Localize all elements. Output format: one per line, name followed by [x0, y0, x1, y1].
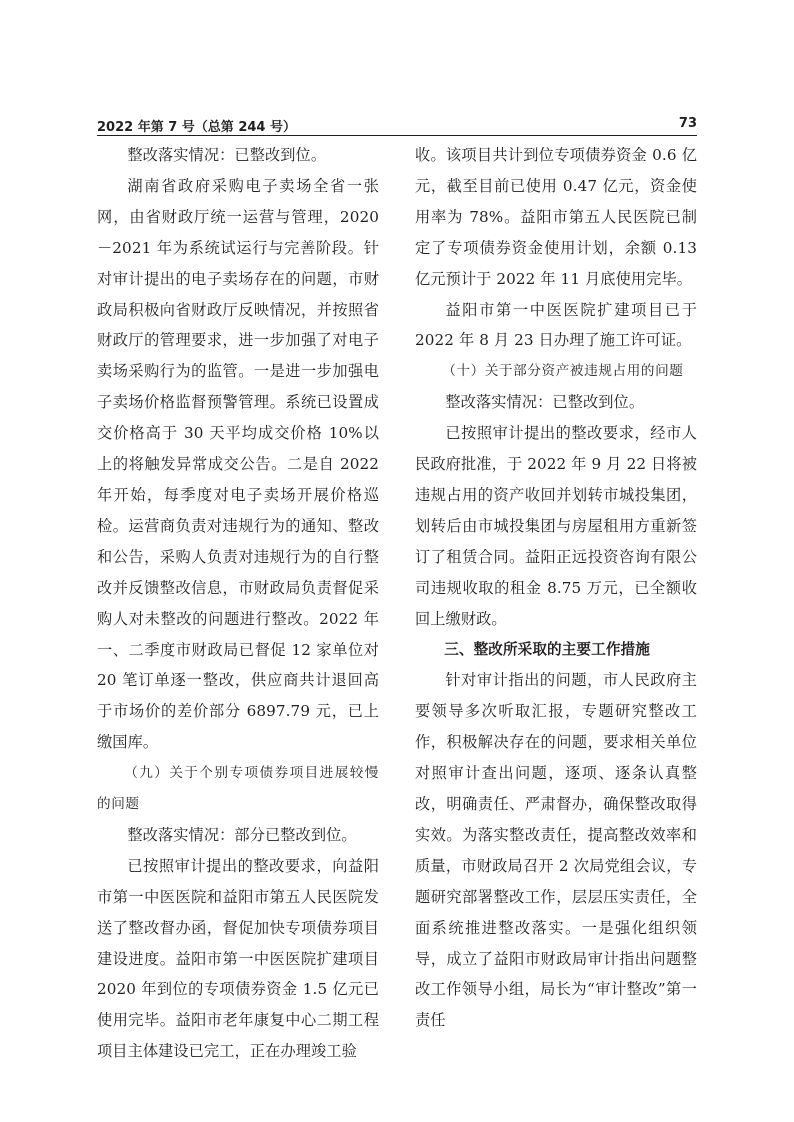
- paragraph: 整改落实情况：已整改到位。: [445, 393, 645, 412]
- header-rule: [97, 135, 697, 136]
- paragraph: 针对审计指出的问题，市人民政府主要领导多次听取汇报，专题研究整改工作，积极解决存在的问题，要求相关单位对照审计查出问题，逐项、逐条认真整改，明确责任、严肃督办，确保整改取得实效。为落实整改责任，提高整改效率和质量，市财政局召开 2 次局党组会议，专题研究部署整改工作，层层压实责任，全面系统推进整改落实。一是强化组织领导，成立了益阳市财政局审计指出问题整改工作领导小组，局长为“审计整改”第一责任: [415, 671, 697, 1030]
- subheading: （十）关于部分资产被违规占用的问题: [442, 363, 684, 380]
- subheading: （九）关于个别专项债券项目进展较慢的问题: [97, 765, 379, 813]
- paragraph: 益阳市第一中医医院扩建项目已于 2022 年 8 月 23 日办理了施工许可证。: [415, 300, 697, 350]
- paragraph: 已按照审计提出的整改要求，经市人民政府批准，于 2022 年 9 月 22 日将被违规占用的资产收回并划转市城投集团，划转后由市城投集团与房屋租用方重新签订了租赁合同。益阳正远投资咨询有限公司违规收取的租金 8.75 万元，已全额收回上缴财政。: [415, 424, 697, 628]
- paragraph-continued: 收。该项目共计到位专项债券资金 0.6 亿元，截至目前已使用 0.47 亿元，资金使用率为 78%。益阳市第五人民医院已制定了专项债券资金使用计划，余额 0.13 亿元预计于 2022 年 11 月底使用完毕。: [415, 146, 697, 288]
- issue-label: 2022 年第 7 号（总第 244 号）: [97, 120, 296, 135]
- left-column: [97, 140, 379, 1067]
- right-column: [415, 140, 697, 1036]
- section-heading: 三、整改所采取的主要工作措施: [444, 640, 650, 658]
- paragraph: 整改落实情况：部分已整改到位。: [127, 825, 357, 844]
- paragraph: 湖南省政府采购电子卖场全省一张网，由省财政厅统一运营与管理，2020－2021 年为系统试运行与完善阶段。针对审计提出的电子卖场存在的问题，市财政局积极向省财政厅反映情况，并按照省财政厅的管理要求，进一步加强了对电子卖场采购行为的监管。一是进一步加强电子卖场价格监督预警管理。系统已设置成交价格高于 30 天平均成交价格 10%以上的将触发异常成交公告。二是自 2022 年开始，每季度对电子卖场开展价格巡检。运营商负责对违规行为的通知、整改和公告，采购人负责对违规行为的自行整改并反馈整改信息，市财政局负责督促采购人对未整改的问题进行整改。2022 年一、二季度市财政局已督促 12 家单位对 20 笔订单逐一整改，供应商共计退回高于市场价的差价部分 6897.79 元，已上缴国库。: [97, 176, 379, 752]
- page-header: [97, 114, 697, 136]
- paragraph: 已按照审计提出的整改要求，向益阳市第一中医医院和益阳市第五人民医院发送了整改督办函，督促加快专项债券项目建设进度。益阳市第一中医医院扩建项目 2020 年到位的专项债券资金 1.5 亿元已使用完毕。益阳市老年康复中心二期工程项目主体建设已完工，正在办理竣工验: [97, 856, 379, 1061]
- paragraph: 整改落实情况：已整改到位。: [127, 146, 327, 164]
- page-number: 73: [678, 116, 697, 131]
